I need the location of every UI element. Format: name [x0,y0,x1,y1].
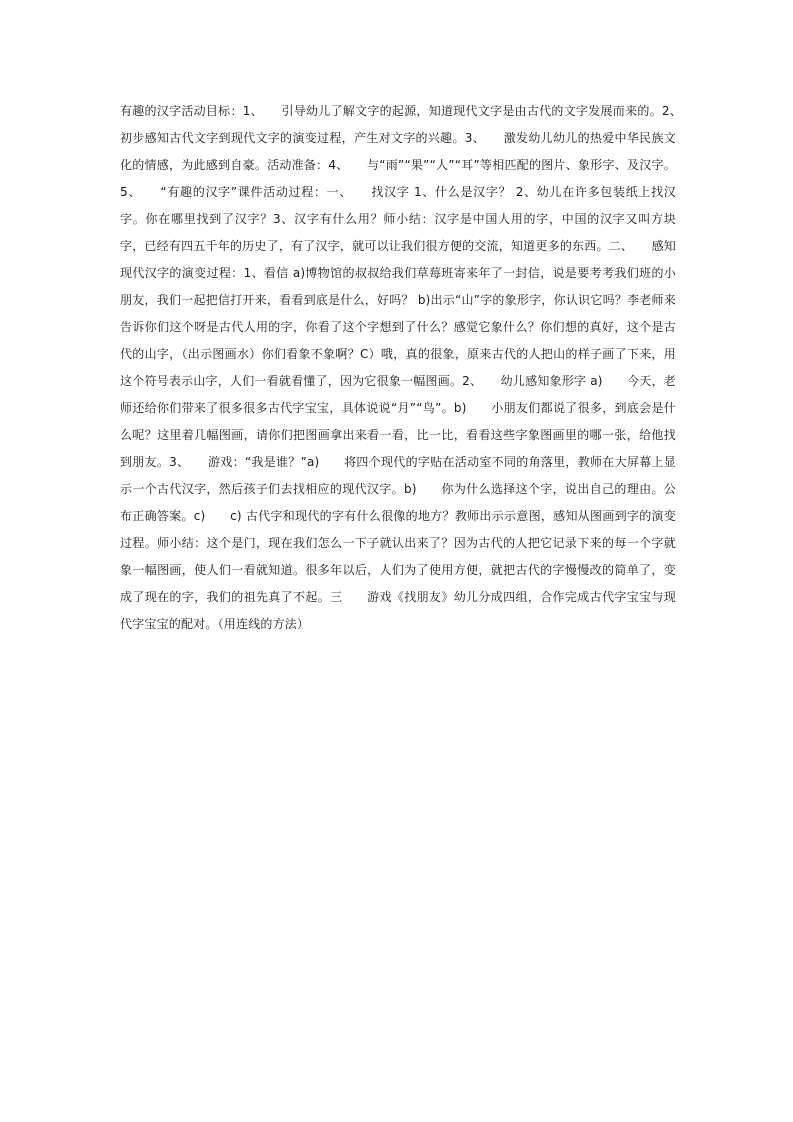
lesson-plan-paragraph: 有趣的汉字活动目标：1、 引导幼儿了解文字的起源，知道现代文字是由古代的文字发展而来的。2、 初步感知古代文字到现代文字的演变过程，产生对文字的兴趣。3、 激发幼儿幼儿的热爱中华民族文化的情感，为此感到自豪。活动准备：4、 与“雨”“果”“人”“耳”等相匹配的图片、象形字、及汉字。5、 “有趣的汉字”课件活动过程：一、 找汉字 1、什么是汉字？ 2、幼儿在许多包装纸上找汉字。你在哪里找到了汉字？3、汉字有什么用？师小结：汉字是中国人用的字，中国的汉字又叫方块字，已经有四五千年的历史了，有了汉字，就可以让我们很方便的交流，知道更多的东西。二、 感知现代汉字的演变过程：1、看信 a)博物馆的叔叔给我们草莓班寄来年了一封信，说是要考考我们班的小朋友，我们一起把信打开来，看看到底是什么，好吗？ b)出示“山”字的象形字，你认识它吗？李老师来告诉你们这个呀是古代人用的字，你看了这个字想到了什么？感觉它象什么？你们想的真好，这个是古代的山字，（出示图画水）你们看象不象啊？C）哦，真的很象，原来古代的人把山的样子画了下来，用这个符号表示山字，人们一看就看懂了，因为它很象一幅图画。2、 幼儿感知象形字 a) 今天，老师还给你们带来了很多很多古代字宝宝，具体说说“月”“鸟”。b) 小朋友们都说了很多，到底会是什么呢？这里着几幅图画，请你们把图画拿出来看一看，比一比，看看这些字象图画里的哪一张，给他找到朋友。3、 游戏：“我是谁？”a) 将四个现代的字贴在活动室不同的角落里，教师在大屏幕上显示一个古代汉字，然后孩子们去找相应的现代汉字。b) 你为什么选择这个字，说出自己的理由。公布正确答案。c) c) 古代字和现代的字有什么很像的地方？教师出示示意图，感知从图画到字的演变过程。师小结：这个是门，现在我们怎么一下子就认出来了？因为古代的人把它记录下来的每一个字就象一幅图画，使人们一看就知道。很多年以后，人们为了使用方便，就把古代的字慢慢改的简单了，变成了现在的字，我们的祖先真了不起。三 游戏《找朋友》幼儿分成四组，合作完成古代字宝宝与现代字宝宝的配对。（用连线的方法） [120,104,701,631]
